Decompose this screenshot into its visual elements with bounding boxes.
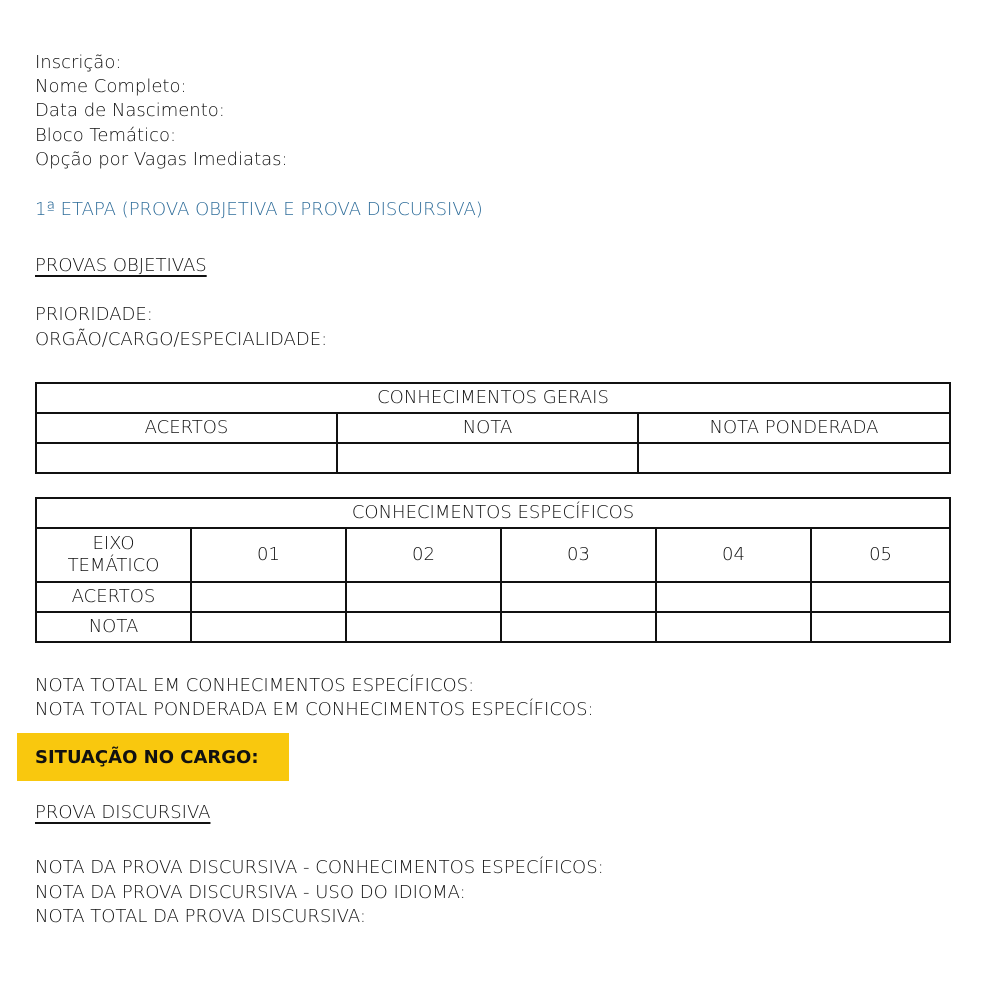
gerais-header-nota-ponderada: NOTA PONDERADA (638, 413, 950, 443)
provas-objetivas-heading: PROVAS OBJETIVAS (35, 255, 207, 276)
especificos-col-01: 01 (191, 528, 346, 582)
cell (811, 582, 950, 612)
especificos-col-05: 05 (811, 528, 950, 582)
cell (346, 612, 501, 642)
label-nome-completo: Nome Completo: (35, 76, 187, 97)
table-row (36, 612, 950, 642)
conhecimentos-gerais-table (35, 382, 951, 474)
especificos-header-eixo: EIXO TEMÁTICO (36, 528, 191, 582)
label-nota-discursiva-especificos: NOTA DA PROVA DISCURSIVA - CONHECIMENTOS ESPECÍFICOS: (35, 857, 604, 878)
cell (811, 612, 950, 642)
gerais-cell-nota (337, 443, 638, 473)
gerais-header-acertos: ACERTOS (36, 413, 337, 443)
especificos-col-02: 02 (346, 528, 501, 582)
situacao-badge: SITUAÇÃO NO CARGO: (17, 733, 289, 781)
especificos-row-acertos: ACERTOS (36, 582, 191, 612)
especificos-title: CONHECIMENTOS ESPECÍFICOS (36, 498, 950, 528)
gerais-header-nota: NOTA (337, 413, 638, 443)
gerais-cell-nota-ponderada (638, 443, 950, 473)
especificos-col-03: 03 (501, 528, 656, 582)
cell (191, 612, 346, 642)
especificos-row-nota: NOTA (36, 612, 191, 642)
cell (191, 582, 346, 612)
cell (346, 582, 501, 612)
label-data-nascimento: Data de Nascimento: (35, 100, 225, 121)
cell (656, 612, 811, 642)
prova-discursiva-heading: PROVA DISCURSIVA (35, 802, 211, 823)
cell (501, 582, 656, 612)
etapa-title: 1ª ETAPA (PROVA OBJETIVA E PROVA DISCURSIVA) (35, 199, 483, 220)
conhecimentos-especificos-table (35, 497, 951, 643)
gerais-title: CONHECIMENTOS GERAIS (36, 383, 950, 413)
label-opcao-vagas: Opção por Vagas Imediatas: (35, 149, 288, 170)
label-nota-total-especificos: NOTA TOTAL EM CONHECIMENTOS ESPECÍFICOS: (35, 675, 475, 696)
label-prioridade: PRIORIDADE: (35, 304, 153, 325)
cell (656, 582, 811, 612)
label-inscricao: Inscrição: (35, 52, 122, 73)
table-row (36, 582, 950, 612)
cell (501, 612, 656, 642)
label-nota-total-discursiva: NOTA TOTAL DA PROVA DISCURSIVA: (35, 906, 366, 927)
label-orgao-cargo: ORGÃO/CARGO/ESPECIALIDADE: (35, 329, 328, 350)
especificos-col-04: 04 (656, 528, 811, 582)
label-bloco-tematico: Bloco Temático: (35, 125, 177, 146)
gerais-cell-acertos (36, 443, 337, 473)
label-nota-ponderada-especificos: NOTA TOTAL PONDERADA EM CONHECIMENTOS ESPECÍFICOS: (35, 699, 594, 720)
label-nota-discursiva-idioma: NOTA DA PROVA DISCURSIVA - USO DO IDIOMA: (35, 882, 466, 903)
